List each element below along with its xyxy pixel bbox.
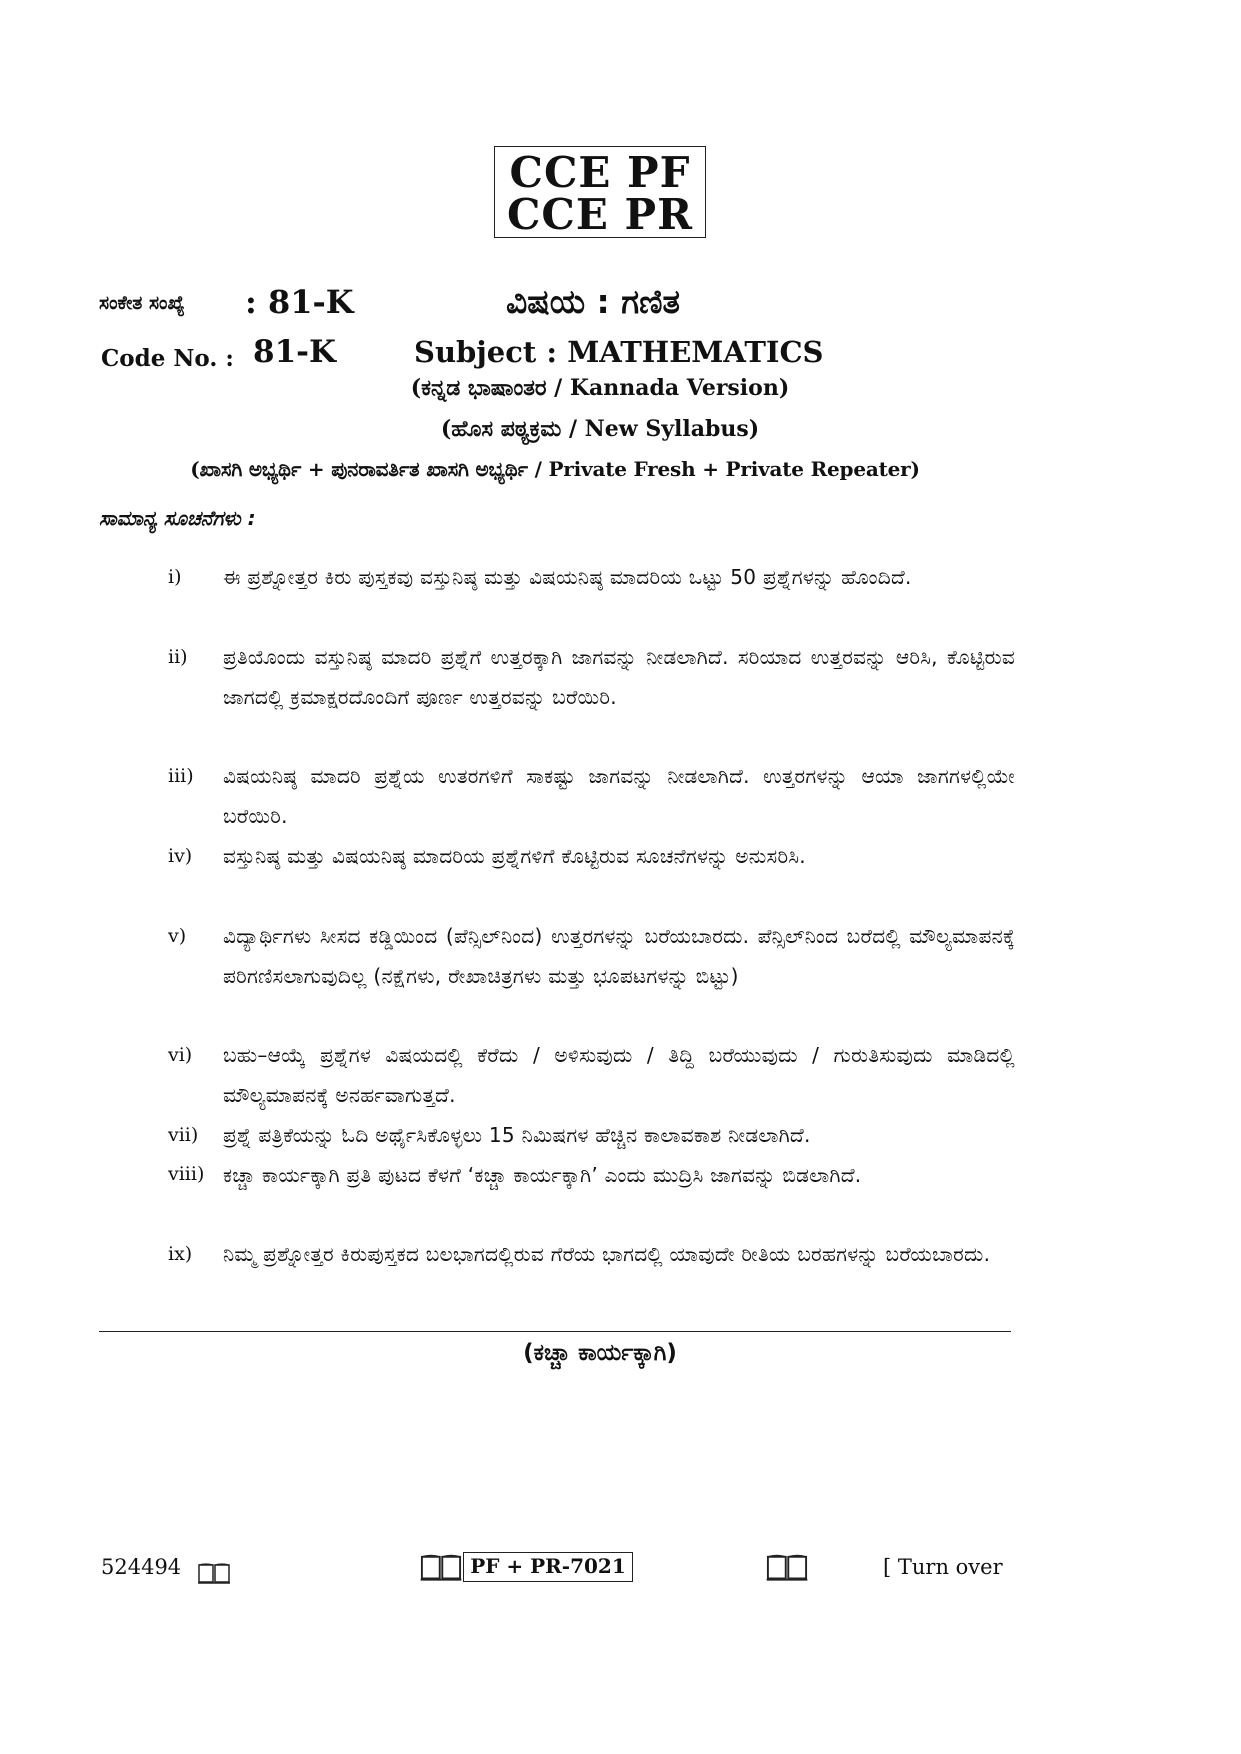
subject-en: Subject : MATHEMATICS xyxy=(414,335,824,369)
instruction-text: ವಸ್ತುನಿಷ್ಠ ಮತ್ತು ವಿಷಯನಿಷ್ಠ ಮಾದರಿಯ ಪ್ರಶ್ನೆಗಳಿಗೆ ಕೊಟ್ಟಿರುವ ಸೂಚನೆಗಳನ್ನು ಅನುಸರಿಸಿ. xyxy=(223,844,806,868)
paper-code-line-2: CCE PR xyxy=(507,190,693,239)
instruction-text: ಬಹು–ಆಯ್ಕೆ ಪ್ರಶ್ನೆಗಳ ವಿಷಯದಲ್ಲಿ ಕೆರೆದು / ಅಳಿಸುವುದು / ತಿದ್ದಿ ಬರೆಯುವುದು / ಗುರುತಿಸುವುದು ಮಾಡಿದಲ್ಲಿ ಮೌಲ್ಯಮಾಪನಕ್ಕೆ ಅನರ್ಹವಾಗುತ್ತದೆ. xyxy=(223,1043,1015,1107)
instruction-text: ಕಚ್ಚಾ ಕಾರ್ಯಕ್ಕಾಗಿ ಪ್ರತಿ ಪುಟದ ಕೆಳಗೆ ‘ಕಚ್ಚಾ ಕಾರ್ಯಕ್ಕಾಗಿ’ ಎಂದು ಮುದ್ರಿಸಿ ಜಾಗವನ್ನು ಬಿಡಲಾಗಿದೆ. xyxy=(223,1163,862,1187)
candidate-type-line: (ಖಾಸಗಿ ಅಭ್ಯರ್ಥಿ + ಪುನರಾವರ್ತಿತ ಖಾಸಗಿ ಅಭ್ಯರ್ಥಿ / Private Fresh + Private Repeater) xyxy=(190,457,920,481)
divider-rule xyxy=(99,1331,1011,1332)
code-en-value: 81-K xyxy=(253,334,336,370)
open-book-icon xyxy=(197,1562,231,1584)
rough-work-label: (ಕಚ್ಚಾ ಕಾರ್ಯಕ್ಕಾಗಿ) xyxy=(523,1340,677,1366)
instruction-text: ಈ ಪ್ರಶ್ನೋತ್ತರ ಕಿರು ಪುಸ್ತಕವು ವಸ್ತುನಿಷ್ಠ ಮತ್ತು ವಿಷಯನಿಷ್ಠ ಮಾದರಿಯ ಒಟ್ಟು 50 ಪ್ರಶ್ನೆಗಳನ್ನು ಹೊಂದಿದೆ. xyxy=(223,565,912,589)
open-book-icon xyxy=(419,1553,463,1581)
subject-kn: ವಿಷಯ : ಗಣಿತ xyxy=(506,282,680,321)
instruction-number: vii) xyxy=(168,1124,199,1146)
open-book-icon xyxy=(765,1553,809,1581)
instruction-number: vi) xyxy=(168,1044,193,1066)
version-line: (ಕನ್ನಡ ಭಾಷಾಂತರ / Kannada Version) xyxy=(410,375,790,401)
code-kn-value: : 81-K xyxy=(245,283,354,321)
instruction-text: ವಿಷಯನಿಷ್ಠ ಮಾದರಿ ಪ್ರಶ್ನೆಯ ಉತರಗಳಿಗೆ ಸಾಕಷ್ಟು ಜಾಗವನ್ನು ನೀಡಲಾಗಿದೆ. ಉತ್ತರಗಳನ್ನು ಆಯಾ ಜಾಗಗಳಲ್ಲಿಯೇ ಬರೆಯಿರಿ. xyxy=(223,764,1015,828)
code-kn-label-text: ಸಂಕೇತ ಸಂಖ್ಯೆ xyxy=(99,292,185,314)
instruction-text: ಪ್ರತಿಯೊಂದು ವಸ್ತುನಿಷ್ಠ ಮಾದರಿ ಪ್ರಶ್ನೆಗೆ ಉತ್ತರಕ್ಕಾಗಿ ಜಾಗವನ್ನು ನೀಡಲಾಗಿದೆ. ಸರಿಯಾದ ಉತ್ತರವನ್ನು ಆರಿಸಿ, ಕೊಟ್ಟಿರುವ ಜಾಗದಲ್ಲಿ ಕ್ರಮಾಕ್ಷರದೊಂದಿಗೆ ಪೂರ್ಣ ಉತ್ತರವನ್ನು ಬರೆಯಿರಿ. xyxy=(223,645,1015,709)
code-en-label: Code No. : xyxy=(101,345,234,372)
instruction-number: i) xyxy=(168,566,182,588)
instructions-heading: ಸಾಮಾನ್ಯ ಸೂಚನೆಗಳು : xyxy=(99,506,256,530)
paper-code-footer: PF + PR-7021 xyxy=(463,1552,633,1582)
instruction-text: ಪ್ರಶ್ನೆ ಪತ್ರಿಕೆಯನ್ನು ಓದಿ ಅರ್ಥೈಸಿಕೊಳ್ಳಲು 15 ನಿಮಿಷಗಳ ಹೆಚ್ಚಿನ ಕಾಲಾವಕಾಶ ನೀಡಲಾಗಿದೆ. xyxy=(223,1123,811,1147)
instruction-number: ix) xyxy=(168,1243,193,1265)
instruction-number: ii) xyxy=(168,646,188,668)
syllabus-line: (ಹೊಸ ಪಠ್ಯಕ್ರಮ / New Syllabus) xyxy=(440,416,760,442)
instruction-text: ನಿಮ್ಮ ಪ್ರಶ್ನೋತ್ತರ ಕಿರುಪುಸ್ತಕದ ಬಲಭಾಗದಲ್ಲಿರುವ ಗೆರೆಯ ಭಾಗದಲ್ಲಿ ಯಾವುದೇ ರೀತಿಯ ಬರಹಗಳನ್ನು ಬರೆಯಬಾರದು. xyxy=(223,1242,991,1266)
paper-code-line-1: CCE PF xyxy=(509,148,691,197)
turn-over-label: [ Turn over xyxy=(883,1555,1003,1579)
instruction-number: iii) xyxy=(168,765,194,787)
paper-code-box xyxy=(494,146,706,238)
serial-number: 524494 xyxy=(101,1555,182,1579)
instruction-number: v) xyxy=(168,925,187,947)
instruction-number: viii) xyxy=(168,1163,205,1185)
instruction-number: iv) xyxy=(168,845,193,867)
instruction-text: ವಿದ್ಯಾರ್ಥಿಗಳು ಸೀಸದ ಕಡ್ಡಿಯಿಂದ (ಪೆನ್ಸಿಲ್‌ನಿಂದ) ಉತ್ತರಗಳನ್ನು ಬರೆಯಬಾರದು. ಪೆನ್ಸಿಲ್‌ನಿಂದ ಬರೆದಲ್ಲಿ ಮೌಲ್ಯಮಾಪನಕ್ಕೆ ಪರಿಗಣಿಸಲಾಗುವುದಿಲ್ಲ (ನಕ್ಷೆಗಳು, ರೇಖಾಚಿತ್ರಗಳು ಮತ್ತು ಭೂಪಟಗಳನ್ನು ಬಿಟ್ಟು) xyxy=(223,924,1015,988)
code-kn-label xyxy=(99,292,185,314)
